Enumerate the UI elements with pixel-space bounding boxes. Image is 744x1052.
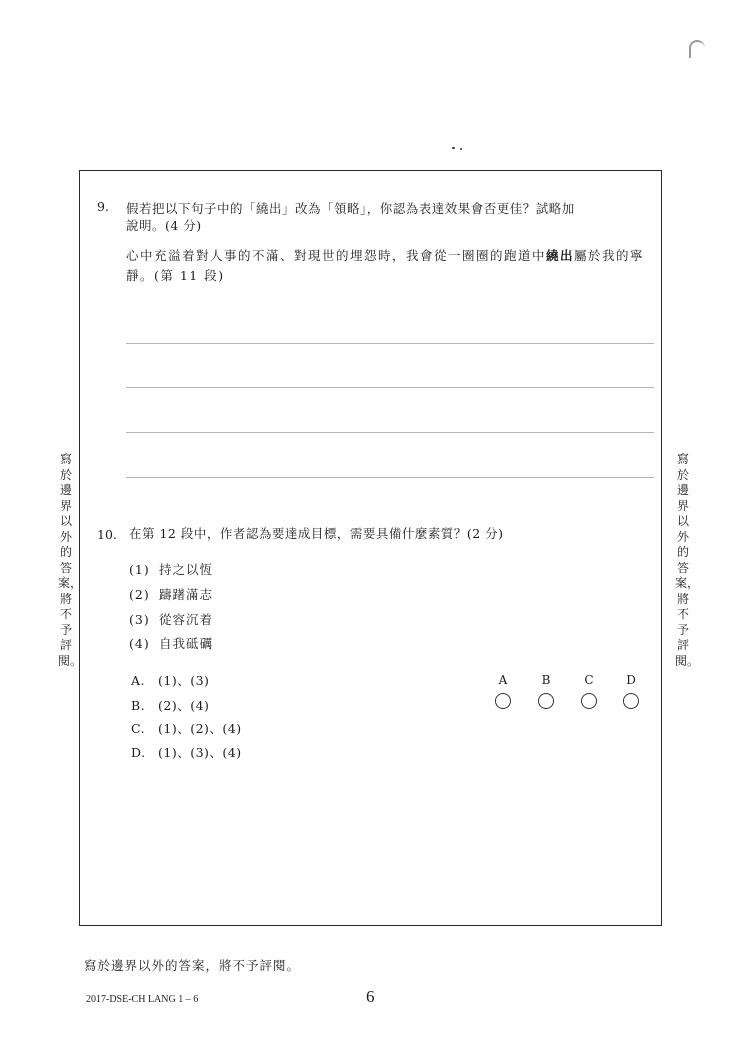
option-text: 自我砥礪 <box>159 636 214 651</box>
right-margin-note: 寫於邊界以外的答案，將不予評閱。 <box>675 452 700 668</box>
option-item <box>129 585 213 603</box>
question-9-number: 9. <box>97 199 109 214</box>
choice-text: (1)、(3)、(4) <box>158 745 242 760</box>
answer-bubble-c[interactable] <box>581 693 597 709</box>
bubble-label-d: D <box>626 673 636 687</box>
bubble-label-c: C <box>584 673 594 687</box>
option-text: 躊躇滿志 <box>159 587 214 602</box>
option-text: 持之以恆 <box>159 562 214 577</box>
quote-text-after: 屬於我的寧靜。(第 11 段) <box>126 248 645 283</box>
scan-speck <box>452 147 455 149</box>
option-number: (4) <box>129 636 150 651</box>
choice-item <box>131 719 242 737</box>
bubble-label-a: A <box>498 673 508 687</box>
choice-letter: C. <box>131 721 146 736</box>
option-number: (2) <box>129 587 150 602</box>
choice-letter: B. <box>131 698 146 713</box>
option-item <box>129 634 213 652</box>
page-number: 6 <box>366 987 375 1006</box>
choice-item <box>131 743 242 761</box>
choice-text: (1)、(3) <box>158 673 210 688</box>
answer-line[interactable] <box>126 477 654 478</box>
answer-line[interactable] <box>126 343 654 344</box>
quote-bold-term: 繞出 <box>546 248 575 263</box>
bubble-label-b: B <box>541 673 551 687</box>
choice-text: (2)、(4) <box>158 698 210 713</box>
question-9-prompt-line1: 假若把以下句子中的「繞出」改為「領略」，你認為表達效果會否更佳？試略加 <box>126 201 575 216</box>
question-10-number: 10. <box>97 527 117 542</box>
answer-line[interactable] <box>126 432 654 433</box>
choice-letter: A. <box>131 673 146 688</box>
question-9-prompt-line2: 說明。(4 分) <box>126 218 202 233</box>
option-text: 從容沉着 <box>159 612 214 627</box>
choice-text: (1)、(2)、(4) <box>158 721 242 736</box>
question-10-prompt: 在第 12 段中，作者認為要達成目標，需要具備什麼素質？(2 分) <box>129 526 504 541</box>
choice-item <box>131 671 209 689</box>
option-item <box>129 560 213 578</box>
paper-code: 2017-DSE-CH LANG 1 – 6 <box>86 994 199 1005</box>
answer-bubble-d[interactable] <box>623 693 639 709</box>
left-margin-note: 寫於邊界以外的答案，將不予評閱。 <box>58 452 83 668</box>
quote-text-before: 心中充溢着對人事的不滿、對現世的埋怨時，我會從一圈圈的跑道中 <box>126 248 547 263</box>
choice-letter: D. <box>131 745 146 760</box>
choice-item <box>131 696 209 714</box>
option-item <box>129 610 213 628</box>
scan-speck <box>460 148 462 150</box>
bottom-margin-note: 寫於邊界以外的答案，將不予評閱。 <box>84 958 301 973</box>
option-number: (1) <box>129 562 150 577</box>
corner-mark <box>689 40 705 58</box>
answer-bubble-b[interactable] <box>538 693 554 709</box>
option-number: (3) <box>129 612 150 627</box>
question-9-quote <box>126 246 648 286</box>
answer-line[interactable] <box>126 387 654 388</box>
answer-bubble-a[interactable] <box>495 693 511 709</box>
